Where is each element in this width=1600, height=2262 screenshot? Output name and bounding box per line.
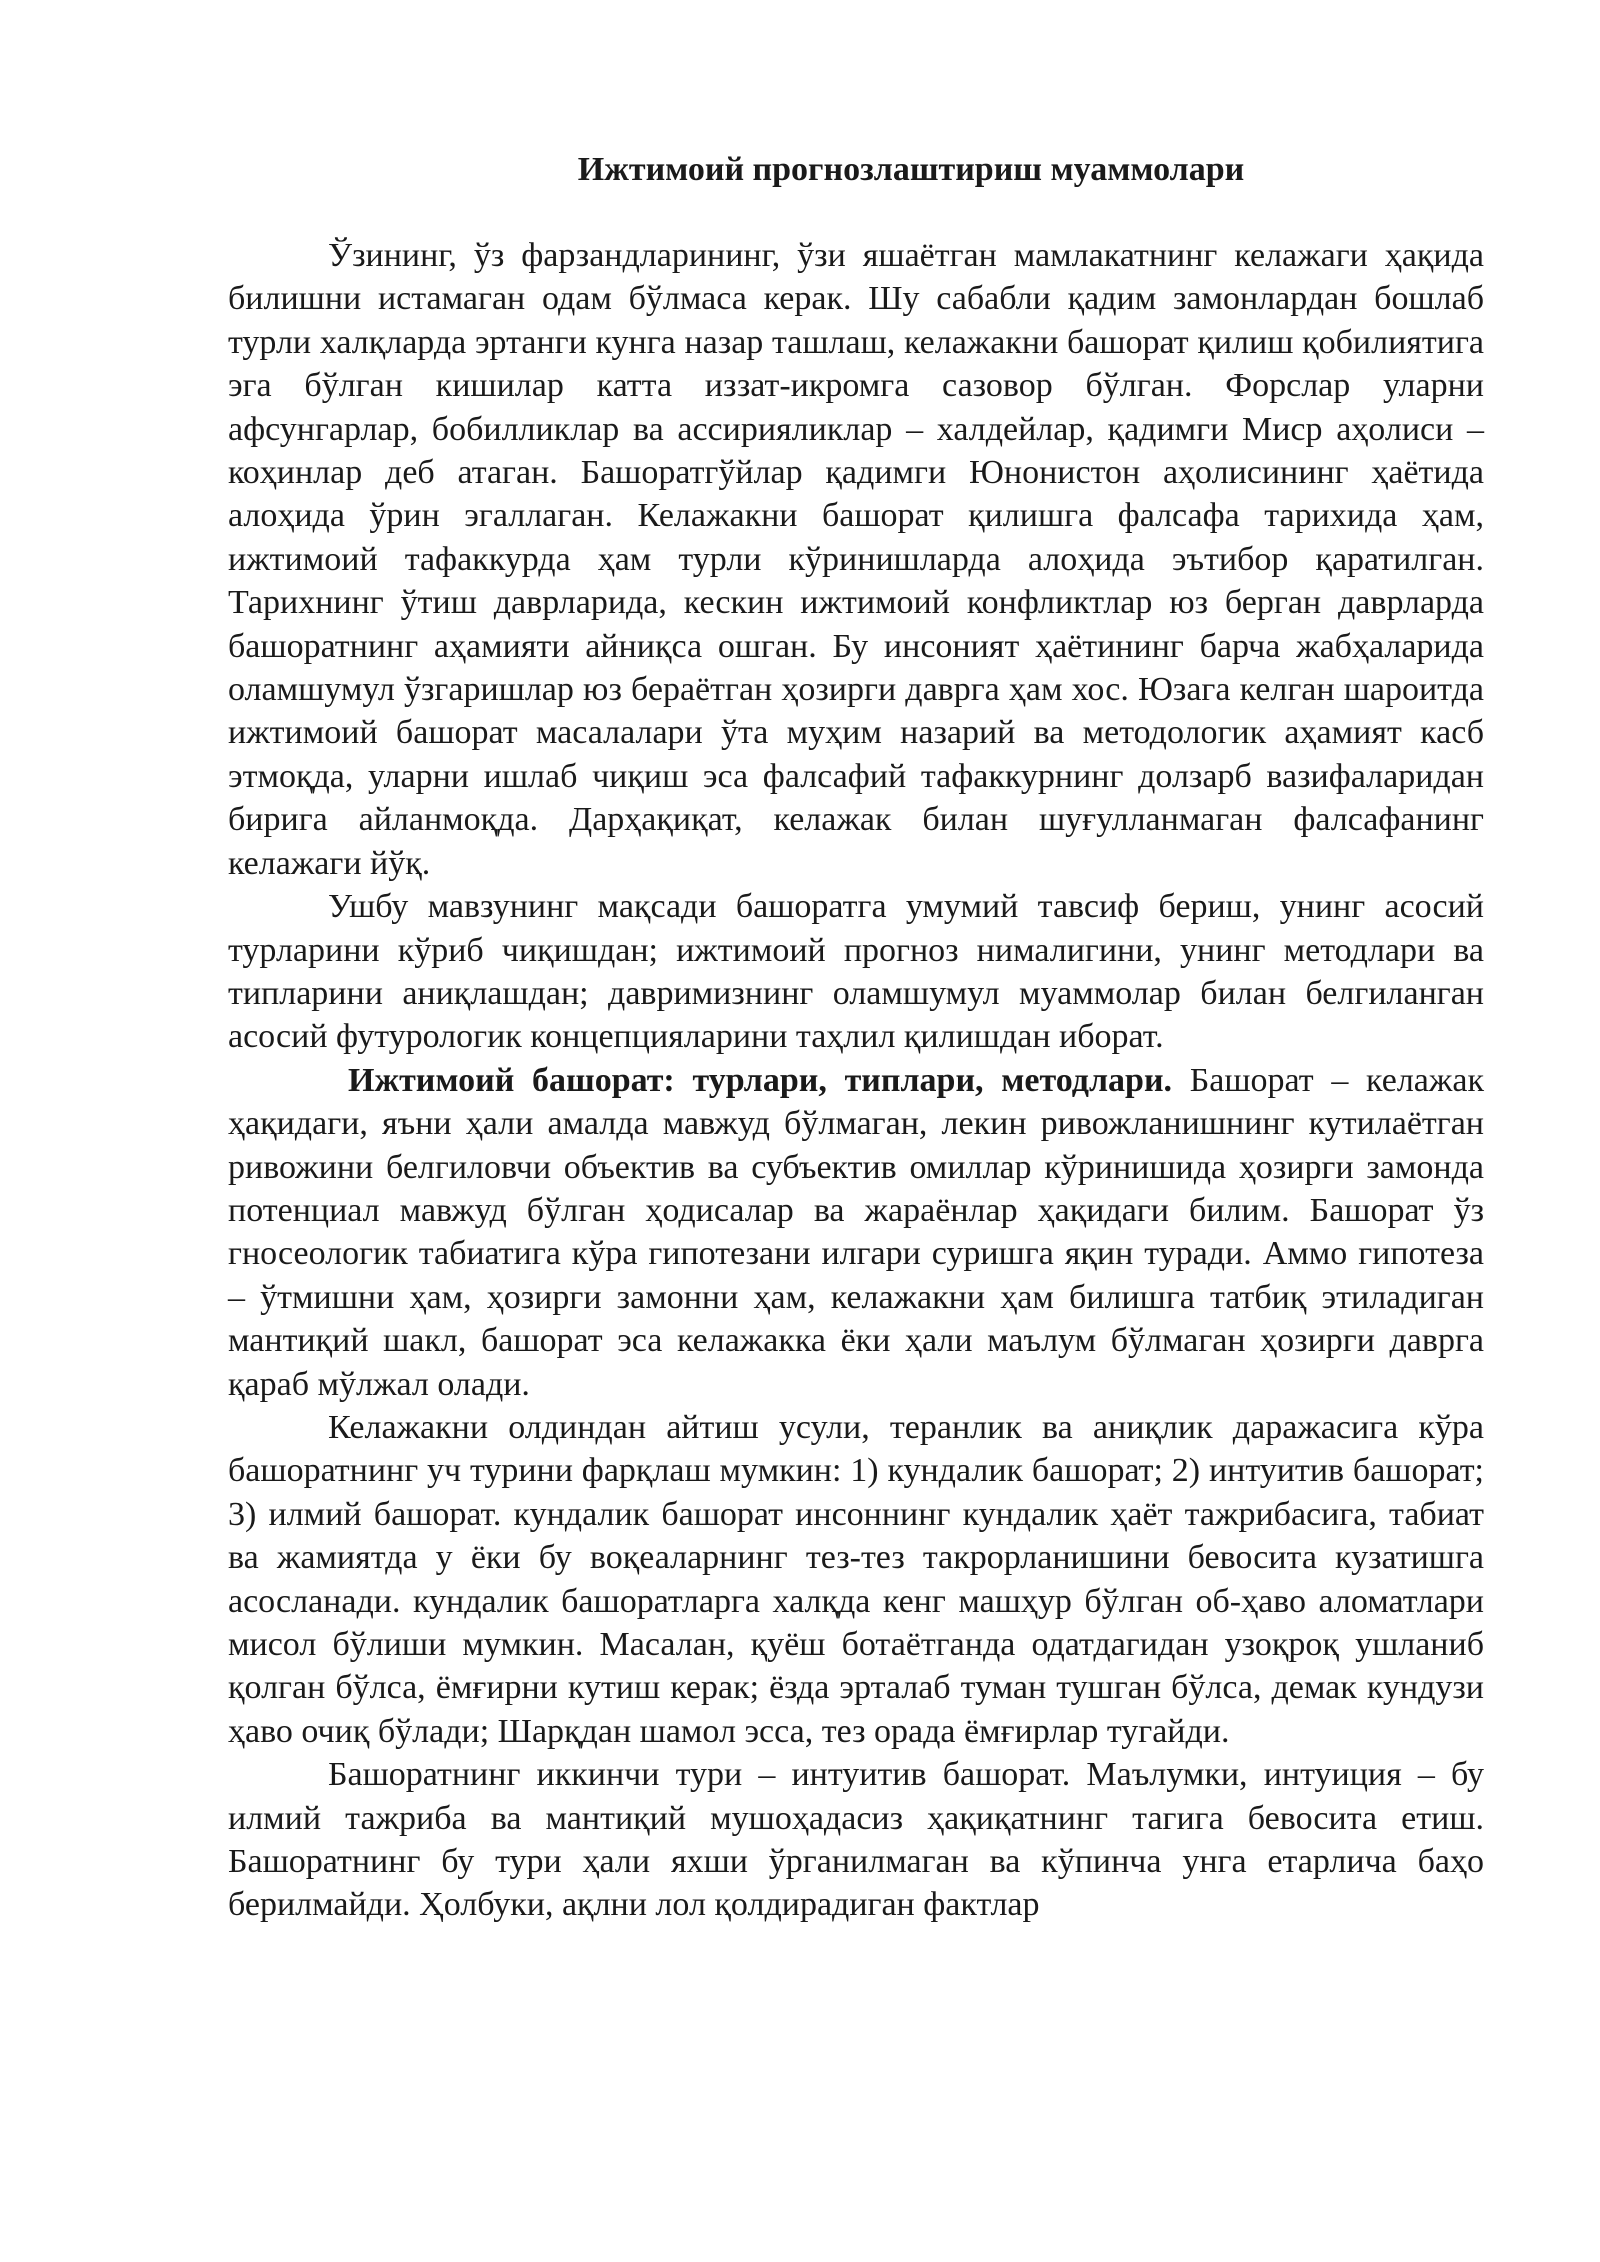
paragraph-5: Башоратнинг иккинчи тури – интуитив башорат. Маълумки, интуиция – бу илмий тажриба ва мантиқий мушоҳадасиз ҳақиқатнинг тагига бевосита етиш. Башоратнинг бу тури ҳали яхши ўрганилмаган ва кўпинча унга етарлича баҳо берилмайди. Ҳолбуки, ақлни лол қолдирадиган фактлар <box>228 1756 1484 1924</box>
paragraph-3 <box>228 1059 1484 1406</box>
document-page <box>228 148 1484 1927</box>
document-title: Ижтимоий прогнозлаштириш муаммолари <box>577 151 1245 188</box>
paragraph-1: Ўзининг, ўз фарзандларининг, ўзи яшаётган мамлакатнинг келажаги ҳақида билишни истамаган одам бўлмаса керак. Шу сабабли қадим замонлардан бошлаб турли халқларда эртанги кунга назар ташлаш, келажакни башорат қилиш қобилиятига эга бўлган кишилар катта иззат-икромга сазовор бўлган. Форслар уларни афсунгарлар, бобилликлар ва ассирияликлар – халдейлар, қадимги Миср аҳолиси – коҳинлар деб атаган. Башоратгўйлар қадимги Юнонистон аҳолисининг ҳаётида алоҳида ўрин эгаллаган. Келажакни башорат қилишга фалсафа тарихида ҳам, ижтимоий тафаккурда ҳам турли кўринишларда алоҳида эътибор қаратилган. Тарихнинг ўтиш даврларида, кескин ижтимоий конфликтлар юз берган даврларда башоратнинг аҳамияти айниқса ошган. Бу инсоният ҳаётининг барча жабҳаларида оламшумул ўзгаришлар юз бераётган ҳозирги даврга ҳам хос. Юзага келган шароитда ижтимоий башорат масалалари ўта муҳим назарий ва методологик аҳамият касб этмоқда, уларни ишлаб чиқиш эса фалсафий тафаккурнинг долзарб вазифаларидан бирига айланмоқда. Дарҳақиқат, келажак билан шуғулланмаган фалсафанинг келажаги йўқ. <box>228 237 1484 882</box>
section-heading: Ижтимоий башорат: турлари, типлари, методлари. <box>348 1061 1173 1099</box>
paragraph-4: Келажакни олдиндан айтиш усули, теранлик ва аниқлик даражасига кўра башоратнинг уч турини фарқлаш мумкин: 1) кундалик башорат; 2) интуитив башорат; 3) илмий башорат. кундалик башорат инсоннинг кундалик ҳаёт тажрибасига, табиат ва жамиятда у ёки бу воқеаларнинг тез-тез такрорланишини бевосита кузатишга асосланади. кундалик башоратларга халқда кенг машҳур бўлган об-ҳаво аломатлари мисол бўлиши мумкин. Масалан, қуёш ботаётганда одатдагидан узоқроқ ушланиб қолган бўлса, ёмғирни кутиш керак; ёзда эрталаб туман тушган бўлса, демак кундузи ҳаво очиқ бўлади; Шарқдан шамол эсса, тез орада ёмғирлар тугайди. <box>228 1408 1484 1750</box>
paragraph-3-text: Башорат – келажак ҳақидаги, яъни ҳали амалда мавжуд бўлмаган, лекин ривожланишнинг кутилаётган ривожини белгиловчи объектив ва субъектив омиллар кўринишида ҳозирги замонда потенциал мавжуд бўлган ҳодисалар ва жараёнлар ҳақидаги билим. Башорат ўз гносеологик табиатига кўра гипотезани илгари суришга яқин туради. Аммо гипотеза – ўтмишни ҳам, ҳозирги замонни ҳам, келажакни ҳам билишга татбиқ этиладиган мантиқий шакл, башорат эса келажакка ёки ҳали маълум бўлмаган ҳозирги даврга қараб мўлжал олади. <box>228 1061 1484 1403</box>
paragraph-2: Ушбу мавзунинг мақсади башоратга умумий тавсиф бериш, унинг асосий турларини кўриб чиқишдан; ижтимоий прогноз нималигини, унинг методлари ва типларини аниқлашдан; давримизнинг оламшумул муаммолар билан белгиланган асосий футурологик концепцияларини таҳлил қилишдан иборат. <box>228 888 1484 1056</box>
